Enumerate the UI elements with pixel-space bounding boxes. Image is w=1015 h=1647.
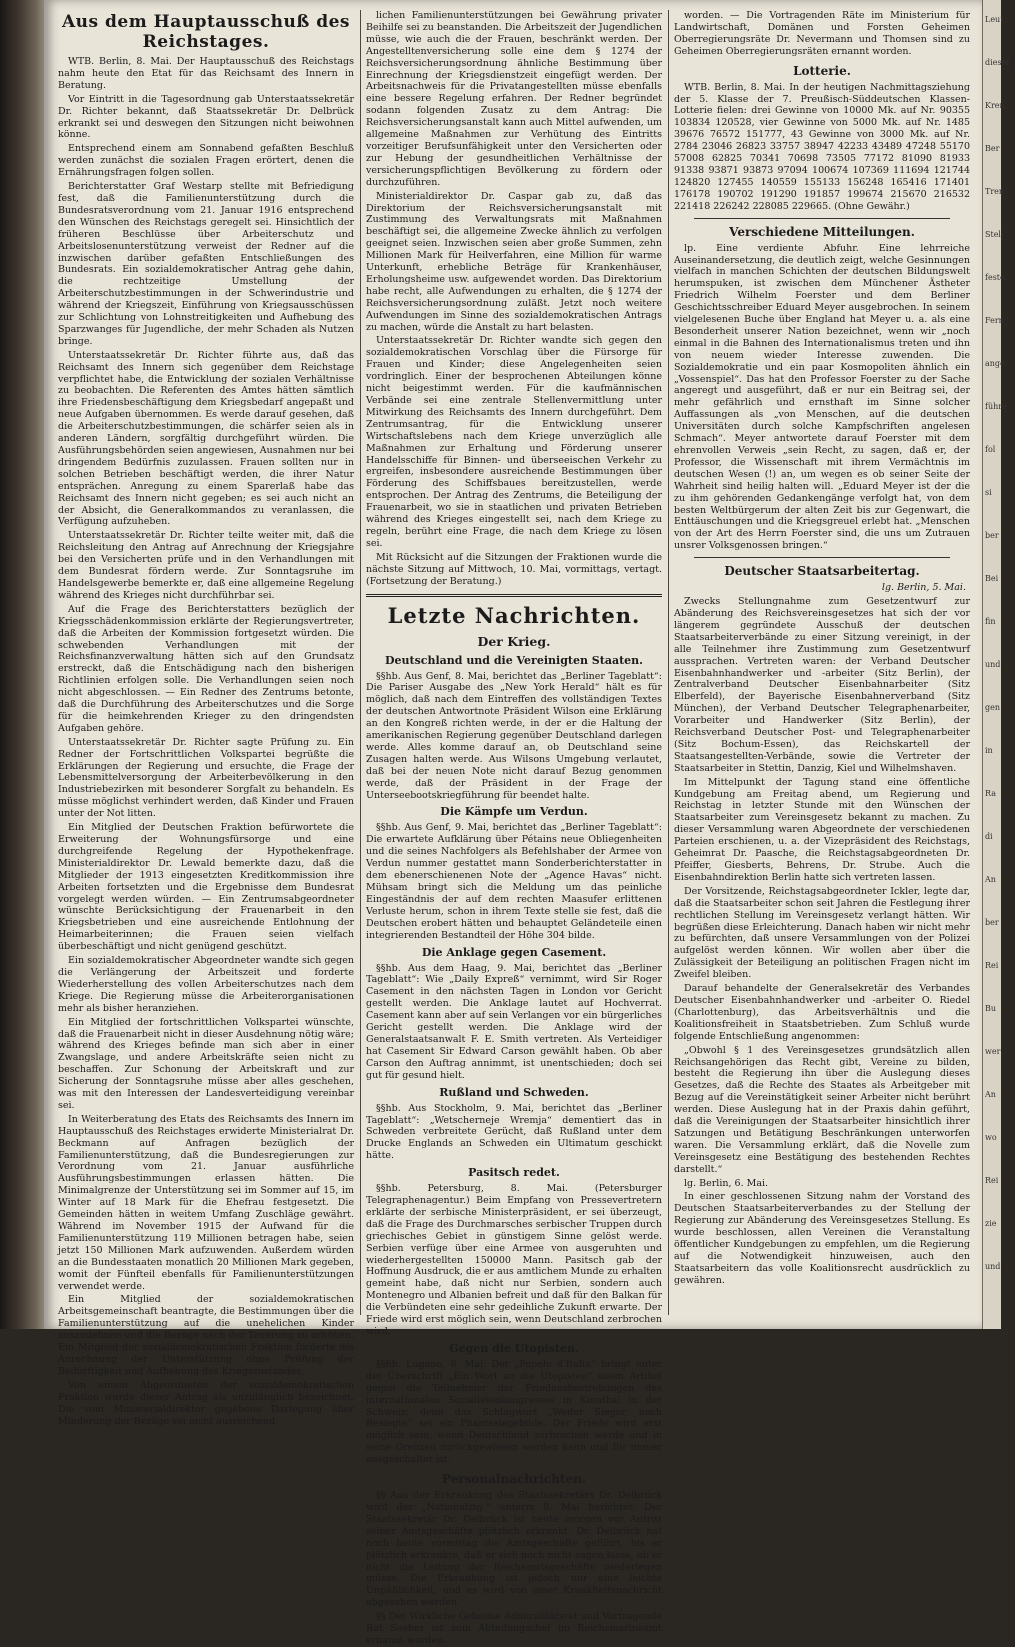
paragraph: Unterstaatssekretär Dr. Richter führte aus, daß das Reichsamt des Innern sich gegenüber dem Reichstage verpflichtet habe, die Entwicklung der sozialen Verhältnisse zu beobachten. Die Referenten des Amtes hätten sämtlich ihre Friedensbeschäftigung dem Kriegsbedarf angepaßt und neue Aufgaben übernommen. Es werde darauf gesehen, daß die Arbeiterschutzbestimmungen, die schärfer seien als in anderen Ländern, sorgfältig durchgeführt würden. Die Ausführungsbehörden seien angewiesen, Ausnahmen nur bei dringendem Bedürfnis zuzulassen. Frauen sollten nur in solchen Betrieben beschäftigt werden, die ihrer Natur entsprächen. Anregung zu einem Sparerlaß habe das Reichsamt des Innern nicht gegeben; es sei auch nicht an der Absicht, die Generalkommandos zu veranlassen, die Verfügung aufzuheben. (58, 349, 354, 528)
latest-news-headline: Letzte Nachrichten. (387, 602, 641, 628)
paragraph: Vor Eintritt in die Tagesordnung gab Unterstaatssekretär Dr. Richter bekannt, daß Staatssekretär Dr. Delbrück erkrankt sei und deswegen den Sitzungen nicht beiwohnen könne. (58, 93, 354, 141)
article-misc (674, 243, 970, 553)
facing-page-line: An (985, 875, 996, 884)
article-verdun (366, 822, 662, 941)
facing-page-line: fin (985, 617, 996, 626)
col3-continuation (674, 10, 970, 58)
section-divider (366, 594, 662, 597)
paragraph: §§hb. Aus Genf, 8. Mai, berichtet das „Berliner Tageblatt“: Die Pariser Ausgabe des „New York Herald“ hält es für möglich, daß nach dem Eintreffen des vollständigen Textes der deutschen Antwortnote Präsident Wilson eine Erklärung an den Kongreß richten werde, in der er die Haltung der amerikanischen Regierung gegenüber Deutschland darlegen werde. Alles komme darauf an, ob Deutschland seine Zusagen halten werde. Aus Wilsons Umgebung verlautet, daß bei der neuen Note nicht darauf Bezug genommen werde, daß der Präsident in der Frage der Unterseebootskriegführung für beendet halte. (366, 670, 662, 801)
facing-page-line: gen (985, 703, 1001, 712)
paragraph: WTB. Berlin, 8. Mai. Der Hauptausschuß des Reichstags nahm heute den Etat für das Reichsamt des Innern in Beratung. (58, 56, 354, 91)
paragraph: Im Mittelpunkt der Tagung stand eine öffentliche Kundgebung am Freitag abend, um Regierung und Reichstag in letzter Stunde mit den Wünschen der Staatsarbeiter zum Vereinsgesetz bekannt zu machen. Zu dieser Versammlung waren Abgeordnete der verschiedenen Parteien erschienen, u. a. der Vizepräsident des Reichstags, Geheimrat Dr. Paasche, die Reichstagsabgeordneten Dr. Pfeiffer, Giesberts, Behrens, Dr. Strube. Auch die Eisenbahndirektion Berlin hatte sich vertreten lassen. (674, 776, 970, 883)
section-staatsarbeitertag: Deutscher Staatsarbeitertag. (724, 564, 920, 579)
paragraph: lg. Berlin, 6. Mai. (684, 1177, 769, 1189)
col2-continuation (366, 10, 662, 588)
facing-page-line: wo (985, 1133, 997, 1142)
divider (694, 218, 950, 219)
subheading-pasitsch: Pasitsch redet. (468, 1166, 560, 1180)
facing-page-line: Kren (985, 101, 1005, 110)
paragraph: Unterstaatssekretär Dr. Richter teilte weiter mit, daß die Reichsleitung den Antrag auf Anrechnung der Kriegsjahre bei den Versicherten prüfe und in den Verhandlungen mit dem Bundesrat fördern werde. Zur Sonntagsruhe im Handelsgewerbe bemerkte er, daß eine allgemeine Regelung während des Krieges nicht durchführbar sei. (58, 530, 354, 601)
column-rule (360, 10, 361, 1315)
paragraph: In einer geschlossenen Sitzung nahm der Vorstand des Deutschen Staatsarbeiterverbandes zu der Stellung der Regierung zur Abänderung des Vereinsgesetzes Stellung. Es wurde beschlossen, allen Vereinen die Veranstaltung öffentlicher Kundgebungen zu empfehlen, um die Regierung auf die Notwendigkeit hinzuweisen, auch den Staatsarbeitern das volle Koalitionsrecht ausdrücklich zu gewähren. (674, 1191, 970, 1286)
facing-page-line: Ra (985, 789, 996, 798)
article-personal (366, 1490, 662, 1647)
subheading-usa: Deutschland und die Vereinigten Staaten. (384, 653, 643, 667)
facing-page-line: ber (985, 531, 999, 540)
paragraph: §§ Der Wirkliche Geheime Admiralitätsrat und Vortragende Rat Seeber ist zum Abteilungschef im Reichsmarineamt ernannt worden. (366, 1611, 662, 1646)
subheading-utopists: Gegen die Utopisten. (449, 1341, 579, 1355)
column-2 (366, 10, 662, 1646)
paragraph: Ministerialdirektor Dr. Caspar gab zu, daß das Direktorium der Reichsversicherungsanstalt mit Zustimmung des Verwaltungsrats mit Maßnahmen beschäftigt sei, die allgemeine Zwecke ähnlich zu verfolgen geeignet seien. Inzwischen seien aber große Summen, zehn Millionen Mark für Heilverfahren, eine Million für warme Unterkunft, erhebliche Beträge für Krankenhäuser, Erholungsheime usw. aufgewendet worden. Das Direktorium habe recht, alle Aufwendungen zu erhalten, die § 1274 der Reichsversicherungsordnung zuläßt. Jetzt noch weitere Aufwendungen im Sinne des sozialdemokratischen Antrags zu machen, würde die Anstalt zu hart belasten. (366, 190, 662, 333)
paragraph: Darauf behandelte der Generalsekretär des Verbandes Deutscher Eisenbahnhandwerker und -arbeiter O. Riedel (Charlottenburg), das Arbeitsverhältnis und die Koalitionsfreiheit in Staatsbetrieben. Zum Schluß wurde folgende Entschließung angenommen: (674, 983, 970, 1042)
facing-page-line: di (985, 832, 993, 841)
facing-page-line: Rei (985, 961, 999, 970)
paragraph: §§ Aus der Erkrankung des Staatssekretärs Dr. Delbrück wird der „Nationalztg.“ unterm 8. Mai berichtet: Der Staatssekretär Dr. Delbrück ist heute morgen vor Antritt seiner Amtsgeschäfte plötzlich erkrankt. Dr. Delbrück hat noch heute vormittag die Amtsgeschäfte geführt, bis er plötzlich erkrankte, daß er sich noch nicht sagen lasse, ob er nicht die Leitung der Reichsamtsgeschäfte niederlegen müsse. Die Erkrankung ist jedoch nur eine leichte Unpäßlichkeit, und es wird von einer Krankheitsnachricht abgesehen werden. (366, 1490, 662, 1609)
facing-page-line: Fern (985, 316, 1004, 325)
article-staatsarbeitertag (674, 596, 970, 1287)
facing-page-line: und (985, 1262, 1001, 1271)
article-utopists (366, 1359, 662, 1466)
paragraph: Der Vorsitzende, Reichstagsabgeordneter Ickler, legte dar, daß die Staatsarbeiter schon seit Jahren die Festlegung ihrer rechtlichen Stellung im Vereinsgesetz verlangt hätten. Wir begrüßen diese Erleichterung. Danach haben wir nicht mehr zu befürchten, daß unsere Versammlungen von der Polizei aufgelöst werden können. Wir wollen aber über die Zulässigkeit der Beteiligung an politischen Fragen nicht im Zweifel bleiben. (674, 885, 970, 981)
paragraph: WTB. Berlin, 8. Mai. In der heutigen Nachmittagsziehung der 5. Klasse der 7. Preußisch-Süddeutschen Klassen-Lotterie fielen: drei Gewinne von 10000 Mk. auf Nr. 90355 103834 120528, vier Gewinne von 5000 Mk. auf Nr. 1485 39676 76572 151777, 43 Gewinne von 3000 Mk. auf Nr. 2784 23046 26823 33757 38947 42233 43489 47248 55170 57008 62825 70341 70698 73505 77172 81090 81933 91338 93871 93873 97094 100674 107369 111694 121744 124820 127455 140559 155133 156248 165416 171401 176178 190702 191290 191857 199674 215670 216532 221418 226242 228085 229665. (Ohne Gewähr.) (674, 81, 970, 212)
col1-body (58, 56, 354, 1427)
article-russia-sweden (366, 1103, 662, 1163)
paragraph: Mit Rücksicht auf die Sitzungen der Fraktionen wurde die nächste Sitzung auf Mittwoch, 10. Mai, vormittags, vertagt. (Fortsetzung der Beratung.) (366, 551, 662, 587)
column-1 (58, 10, 354, 1427)
paragraph: Ein Mitglied der sozialdemokratischen Arbeitsgemeinschaft beantragte, die Bestimmungen über die Familienunterstützung auf die unehelichen Kinder auszudehnen und die Bezüge nach der Teuerung zu erhöhen. Ein Mitglied der sozialdemokratischen Fraktion forderte die Anrechnung der Unterstützung ohne Prüfung der Bedürftigkeit und Aufhebung des Kriegszustandes. (58, 1294, 354, 1377)
facing-page-line: führe (985, 402, 1007, 411)
facing-page-text (983, 0, 1015, 1272)
paragraph: Zwecks Stellungnahme zum Gesetzentwurf zur Abänderung des Reichsvereinsgesetzes hat sich der vor längerem gegründete Ausschuß der deutschen Staatsarbeiterverbände zu einer Sitzung vereinigt, in der alle Teilnehmer ihre Zustimmung zum Gesetzentwurf aussprachen. Vertreten waren: der Verband Deutscher Eisenbahnhandwerker und -arbeiter (Sitz Berlin), der Zentralverband Deutscher Eisenbahnarbeiter (Sitz Elberfeld), der Bayerische Eisenbahnerverband (Sitz München), der Verband Deutscher Telegraphenarbeiter, Vorarbeiter und Handwerker (Sitz Berlin), der Reichsverband Deutscher Post- und Telegraphenarbeiter (Sitz Bochum-Essen), das Reichskartell der Staatsangestellten-Verbände, sowie die Vertreter der Staatsarbeiter in Stettin, Danzig, Kiel und Wilhelmshaven. (674, 596, 970, 774)
facing-page-line: ange (985, 359, 1005, 368)
facing-page-line: An (985, 1090, 996, 1099)
paragraph: Unterstaatssekretär Dr. Richter sagte Prüfung zu. Ein Redner der Fortschrittlichen Volkspartei begrüßte die Erklärungen der Regierung und ersuchte, die Frage der Lebensmittelversorgung der Arbeiterbevölkerung in den Industriebezirken mit besonderer Sorgfalt zu behandeln. Es müsse möglichst verhindert werden, daß Kinder und Frauen unter der Not litten. (58, 736, 354, 820)
paragraph: Auf die Frage des Berichterstatters bezüglich der Kriegsschädenkommission erklärte der Regierungsvertreter, daß die Arbeiten der Kommission fortgesetzt würden. Die schwebenden Verhandlungen mit der Reichsfinanzverwaltung hätten sich auf den Grundsatz erstreckt, daß die Entschädigung nach den bisherigen Richtlinien erfolgen solle. Die Verhandlungen seien noch nicht abgeschlossen. — Ein Redner des Zentrums betonte, daß die Durchführung des Arbeiterschutzes und die Sorge für die heimkehrenden Krieger zu den dringendsten Aufgaben gehöre. (58, 603, 354, 734)
facing-page-line: Ber (985, 144, 1000, 153)
paragraph: Ein sozialdemokratischer Abgeordneter wandte sich gegen die Verlängerung der Arbeitszeit und forderte Wiederherstellung des vollen Arbeiterschutzes nach dem Kriege. Die Regierung müsse die Arbeiterorganisationen mehr als bisher heranziehen. (58, 955, 354, 1014)
article-usa (366, 671, 662, 802)
section-personal: Personalnachrichten. (442, 1472, 586, 1487)
facing-page-edge (982, 0, 1011, 1329)
article-headline: Aus dem Hauptausschuß des Reichstages. (61, 12, 351, 52)
paragraph: Berichterstatter Graf Westarp stellte mit Befriedigung fest, daß die Familienunterstützung durch die Bundesratsverordnung vom 21. Januar 1916 entsprechend den Wünschen des Reichstags geregelt sei. Hinsichtlich der früheren Beschlüsse über Arbeiterschutz und Arbeitslosenunterstützung verweist der Redner auf die inzwischen darüber gefaßten Entschließungen des Bundesrats. Ein sozialdemokratischer Antrag gehe dahin, die rechtzeitige Umstellung der Arbeiterschutzbestimmungen in der Schwerindustrie und während der Kriegszeit, Einführung von Kriegsausschüssen zur Schlichtung von Lohnstreitigkeiten und Aufhebung des Sparzwanges für Jugendliche, der mehr Schaden als Nutzen bringe. (58, 181, 354, 347)
facing-page-line: si (985, 488, 992, 497)
paragraph: §§hb. Petersburg, 8. Mai. (Petersburger Telegraphenagentur.) Beim Empfang von Pressevertretern erklärte der serbische Ministerpräsident, er sei überzeugt, daß die Frage des Durchmarsches serbischer Truppen durch griechisches Gebiet in günstigem Sinne gelöst werde. Serbien verfüge über eine Armee von ausgeruhten und wiederhergestellten 150000 Mann. Pasitsch gab der Hoffnung Ausdruck, die er aus amtlichem Munde zu erhalten gemeint habe, daß nicht nur Serbien, sondern auch Montenegro und Albanien befreit und daß für den Balkan für die Verbündeten eine sehr gedeihliche Zukunft erwarte. Der Friede wird erst möglich sein, wenn Deutschland zerbrochen wird. (366, 1183, 662, 1337)
paragraph: worden. — Die Vortragenden Räte im Ministerium für Landwirtschaft, Domänen und Forsten Geheimen Oberregierungsräte Dr. Nevermann und Thomsen sind zu Geheimen Oberregierungsräten ernannt worden. (674, 10, 970, 57)
subheading-russia-sweden: Rußland und Schweden. (439, 1085, 589, 1099)
divider (694, 557, 950, 558)
facing-page-line: in (985, 746, 993, 755)
paragraph: Von einem Abgeordneten der sozialdemokratischen Fraktion wurde dieser Antrag als unzulänglich bezeichnet. Die vom Ministerialdirektor gegebene Darlegung über Minderung der Bezüge sei nicht ausreichend. (58, 1379, 354, 1427)
paragraph: §§hb. Aus dem Haag, 9. Mai, berichtet das „Berliner Tageblatt“: Wie „Daily Expreß“ vernimmt, wird Sir Roger Casement in den nächsten Tagen in London vor Gericht gestellt werden. Die Anklage lautet auf Hochverrat. Casement kann aber auf sein Verlangen vor ein bürgerliches Gericht gestellt werden. Die Anklage wird der Generalstaatsanwalt F. E. Smith vertreten. Als Verteidiger hat Casement Sir Edward Carson gewählt haben. Ob aber Carson den Auftrag annimmt, ist unentschieden; doch sei gut für gesund hielt. (366, 962, 662, 1081)
facing-page-line: Bei (985, 574, 999, 583)
facing-page-line: Leut (985, 15, 1004, 24)
paragraph: §§hb. Aus Genf, 9. Mai, berichtet das „Berliner Tageblatt“: Die erwartete Aufklärung über Pétains neue Obliegenheiten und die seines Nachfolgers als Befehlshaber der Armee von Verdun nummer gestattet mann Sonderberichterstatter in dem ebenerschienenen Note der „Agence Havas“ nicht. Mühsam bringt sich die Meldung um das peinliche Eingeständnis der auf dem rechten Maasufer erlittenen Verluste herum, schon in ihrem Texte stelle sie fest, daß die Deutschen erobert hätten und behauptet Geländeteile einen integrierenden Bestandteil der Höhe 304 bilde. (366, 822, 662, 941)
paragraph: Ein Mitglied der fortschrittlichen Volkspartei wünschte, daß die Frauenarbeit nicht in dieser Ausdehnung nötig wäre; während des Krieges befinde man sich aber in einer Zwangslage, und andere Arbeitskräfte seien nicht zu beschaffen. Zur Schonung der Arbeitskraft und zur Sicherung der Sonntagsruhe müsse aber alles geschehen, was mit den Interessen der Landesverteidigung vereinbar sei. (58, 1016, 354, 1111)
paragraph: In Weiterberatung des Etats des Reichsamts des Innern im Hauptausschuß des Reichstages erwiderte Ministerialrat Dr. Beckmann auf Anfragen bezüglich der Familienunterstützung, daß die Bundesregierungen zur Verordnung vom 21. Januar ausführliche Ausführungsbestimmungen erlassen hätten. Die Minimalgrenze der Unterstützung sei im Sommer auf 15, im Winter auf 18 Mark für die Ehefrau festgesetzt. Die Gemeinden hätten in weitem Umfang Zuschläge gewährt. Während im November 1915 der Aufwand für die Familienunterstützung 119 Millionen betragen habe, seien jetzt 150 Millionen Mark aufzuwenden. Außerdem würden an die Bundesstaaten monatlich 20 Millionen Mark gegeben, womit der Fünfteil ebenfalls für Familienunterstützungen verwendet werde. (58, 1113, 354, 1292)
dateline: lg. Berlin, 5. Mai. (881, 582, 966, 594)
section-lottery: Lotterie. (793, 63, 851, 78)
facing-page-line: Rei (985, 1176, 999, 1185)
subheading-casement: Die Anklage gegen Casement. (421, 945, 607, 959)
facing-page-line: Stell (985, 230, 1004, 239)
article-casement (366, 963, 662, 1082)
facing-page-line: fol (985, 445, 996, 454)
paragraph: „Obwohl § 1 des Vereinsgesetzes grundsätzlich allen Reichsangehörigen das Recht gibt, Vereine zu bilden, besteht die Regierung ihn über die Auslegung dieses Gesetzes, daß die Rechte des Staates als Arbeitgeber mit Bezug auf die Vereinstätigkeit seiner Arbeiter nicht berührt werden. Diese Auslegung hat in der Praxis dahin geführt, daß die Vereinigungen der Staatsarbeiter hinsichtlich ihrer Satzungen und Betätigung Beschränkungen unterworfen waren. Die Versammlung erklärt, daß die Novelle zum Vereinsgesetz eine Bestätigung des bestehenden Rechtes darstellt.“ (674, 1044, 970, 1175)
facing-page-line: feste (985, 273, 1005, 282)
facing-page-line: ber (985, 918, 999, 927)
paragraph: §§hb. Aus Stockholm, 9. Mai, berichtet das „Berliner Tageblatt“: „Wetscherneje Wremja“ dementiert das in Schweden verbreitete Gerücht, daß Rußland unter dem Drucke Englands an Schweden ein Ultimatum geschickt hätte. (366, 1102, 662, 1162)
paragraph: Ein Mitglied der Deutschen Fraktion befürwortete die Erweiterung der Wohnungsfürsorge und eine durchgreifende Regelung der Hypothekenfrage. Ministerialdirektor Dr. Lewald bemerkte dazu, daß die Mitglieder der 1913 eingesetzten Kreditkommission ihre Arbeiten fortsetzten und die Ergebnisse dem Bundesrat vorgelegt werden würden. — Ein Zentrumsabgeordneter wünschte Berücksichtigung der Frauenarbeit in den Kriegsbetrieben und eine ausreichende Entlohnung der Heimarbeiterinnen; die Frauen seien vielfach überbeschäftigt und nicht genügend geschützt. (58, 822, 354, 953)
newspaper-page (44, 0, 982, 1646)
paragraph: Unterstaatssekretär Dr. Richter wandte sich gegen den sozialdemokratischen Vorschlag über die Fürsorge für Frauen und Kinder; diese Angelegenheiten seien vordringlich. Einer der besprochenen Abteilungen könne nicht beigestimmt werden. Für die kaufmännischen Verbände sei eine zentrale Stellenvermittlung unter Mitwirkung des Reichsamts des Innern durchgeführt. Dem Zentrumsantrag, für die Entwicklung unserer Wirtschaftslebens nach dem Kriege unverzüglich alle Maßnahmen zur Erhaltung und Förderung unserer Handelsschiffe für Binnen- und überseeischen Verkehr zu ergreifen, insbesondere ausreichende Bestimmungen über Förderung des Schiffsbaues bereitzustellen, werde entsprochen. Der Antrag des Zentrums, die Beteiligung der Frauenarbeit, wo sie in staatlichen und privaten Betrieben während des Krieges eingestellt sei, nach dem Kriege zu regeln, berührt eine Frage, die nach dem Kriege zu lösen sei. (366, 335, 662, 549)
facing-page-line: wer (985, 1047, 1001, 1056)
book-binding (0, 0, 44, 1329)
facing-page-line: zie (985, 1219, 997, 1228)
war-header: Der Krieg. (477, 633, 551, 649)
article-lottery (674, 82, 970, 213)
article-pasitsch (366, 1183, 662, 1338)
facing-page-line: Bu (985, 1004, 997, 1013)
paragraph: lichen Familienunterstützungen bei Gewährung privater Beihilfe sei zu beanstanden. Die Arbeitszeit der Jugendlichen müsse, wie auch die der Frauen, beschränkt werden. Der Angestelltenversicherung solle eine dem § 1274 der Reichsversicherungsordnung ähnliche Bestimmung über Einrechnung der Kriegsdienstzeit eingefügt werden. Der Arbeitsnachweis für die Privatangestellten müsse ebenfalls eine bessere Regelung erfahren. Der Redner begründet sodann folgenden Zusatz zu dem Antrag: Die Reichsversicherungsanstalt kann auch Mittel aufwenden, um allgemeine Maßnahmen zur Verhütung des Eintritts vorzeitiger Berufsunfähigkeit unter den Versicherten oder zur Hebung der gesundheitlichen Verhältnisse der versicherungspflichtigen Bevölkerung zu fördern oder durchzuführen. (366, 10, 662, 188)
paragraph: Entsprechend einem am Sonnabend gefaßten Beschluß werden zunächst die sozialen Fragen erörtert, denen die Ernährungsfragen folgen sollen. (58, 143, 354, 179)
facing-page-line: dieser (985, 58, 1011, 67)
column-rule (668, 10, 669, 1315)
paragraph: §§hb. Lugano, 8. Mai. Der „Popolo d'Italia“ bringt unter der Überschrift „Ein Wort an die Utopisten“ einen Artikel gegen die Teilnehmer der Friedensbestrebungen des internationalen Sozialistenkongresses in Kienthal in der Schweiz; denn das Schlagwort „Weder Sieger, noch Besiegte“ sei ein Phantasiegebilde. Der Friede wird erst möglich sein, wenn Deutschland zerbrochen werde und in seine Grenzen zurückgewiesen werden kann und für immer ausgeschaltet ist. (366, 1358, 662, 1466)
subheading-verdun: Die Kämpfe um Verdun. (440, 805, 588, 819)
column-3 (674, 10, 970, 1320)
facing-page-line: und (985, 660, 1001, 669)
section-misc: Verschiedene Mitteilungen. (729, 224, 915, 239)
facing-page-line: Tren (985, 187, 1005, 196)
paragraph: lp. Eine verdiente Abfuhr. Eine lehrreiche Auseinandersetzung, die deutlich zeigt, welche Gesinnungen vielfach in manchen Schichten der deutschen Bildungswelt herumspuken, ist zwischen dem Münchener Ästheter Friedrich Wilhelm Foerster und dem Berliner Geschichtsschreiber Eduard Meyer ausgebrochen. In seinem vielgelesenen Buche über England hat Meyer u. a. als eine Besonderheit unserer Nation bezeichnet, wenn wir „noch einmal in die Bahnen des Internationalismus treten und ihn von neuem wieder Interesse zuwenden. Die Sozialdemokratie und ein paar Kosmopoliten ähnlich ein „Vossenspiel“. Das hat den Professor Foerster zu der Sache angeregt und ausgeführt, daß er nur ein Beitrag sei, der mehr gefährlich und ernsthaft im Sinne solcher Auffassungen als „von Menschen, auf die deutschen Universitäten durch solche Kampfschriften angelesen Schmach“. Meyer antwortete darauf Foerster mit dem ehrenvollen Verweis „sein Recht, zu sagen, daß er, der Professor, die Wissenschaft mit ihrem Vermächtnis im deutschen Wesen (!) an, um wegen es ob seiner Seite der Wahrheit sind heilig halten will. „Eduard Meyer ist der die zu ihm gehörenden Gedankengänge verfolgt hat, von dem besten Weltbürgerum der alten Zeit bis zur Gegenwart, die Enttäuschungen und die Kriegsgreuel erlebt hat. „Menschen von der Art des Herrn Foerster sind, die uns um Zutrauen unsrer Volksgenossen bringen.“ (674, 242, 970, 552)
